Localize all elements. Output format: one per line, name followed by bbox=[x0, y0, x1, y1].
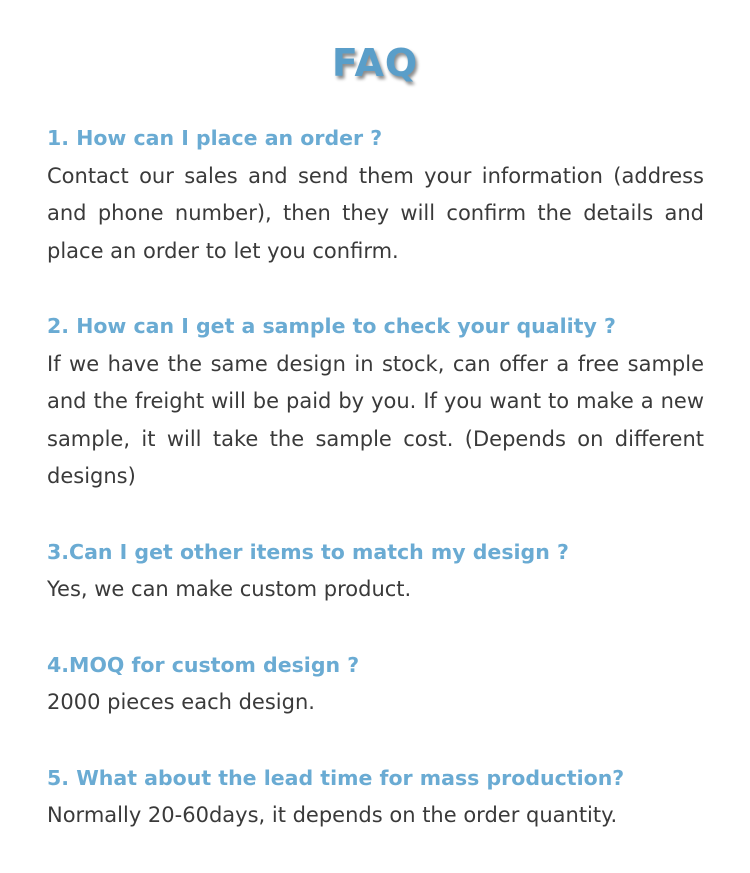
faq-item-3 bbox=[47, 534, 704, 609]
page-title: FAQ bbox=[331, 41, 419, 85]
faq-answer-5: Normally 20-60days, it depends on the order quantity. bbox=[47, 803, 618, 827]
faq-item-5 bbox=[47, 760, 704, 835]
faq-item-1 bbox=[47, 120, 704, 270]
faq-question-5: 5. What about the lead time for mass production? bbox=[47, 765, 625, 790]
faq-item-2 bbox=[47, 308, 704, 496]
faq-item-4 bbox=[47, 647, 704, 722]
faq-answer-4: 2000 pieces each design. bbox=[47, 690, 315, 714]
faq-list bbox=[47, 120, 704, 873]
faq-question-2: 2. How can I get a sample to check your quality ? bbox=[47, 314, 616, 338]
faq-answer-1: Contact our sales and send them your information (address and phone number), then they will confirm the details and place an order to let you confirm. bbox=[47, 163, 704, 263]
faq-answer-2: If we have the same design in stock, can offer a free sample and the freight will be paid by you. If you want to make a new sample, it will take the sample cost. (Depends on different designs) bbox=[47, 351, 704, 488]
faq-question-3: 3.Can I get other items to match my design ? bbox=[47, 539, 569, 564]
faq-question-4: 4.MOQ for custom design ? bbox=[47, 652, 360, 677]
faq-answer-3: Yes, we can make custom product. bbox=[47, 577, 412, 601]
faq-question-1: 1. How can I place an order ? bbox=[47, 126, 383, 150]
